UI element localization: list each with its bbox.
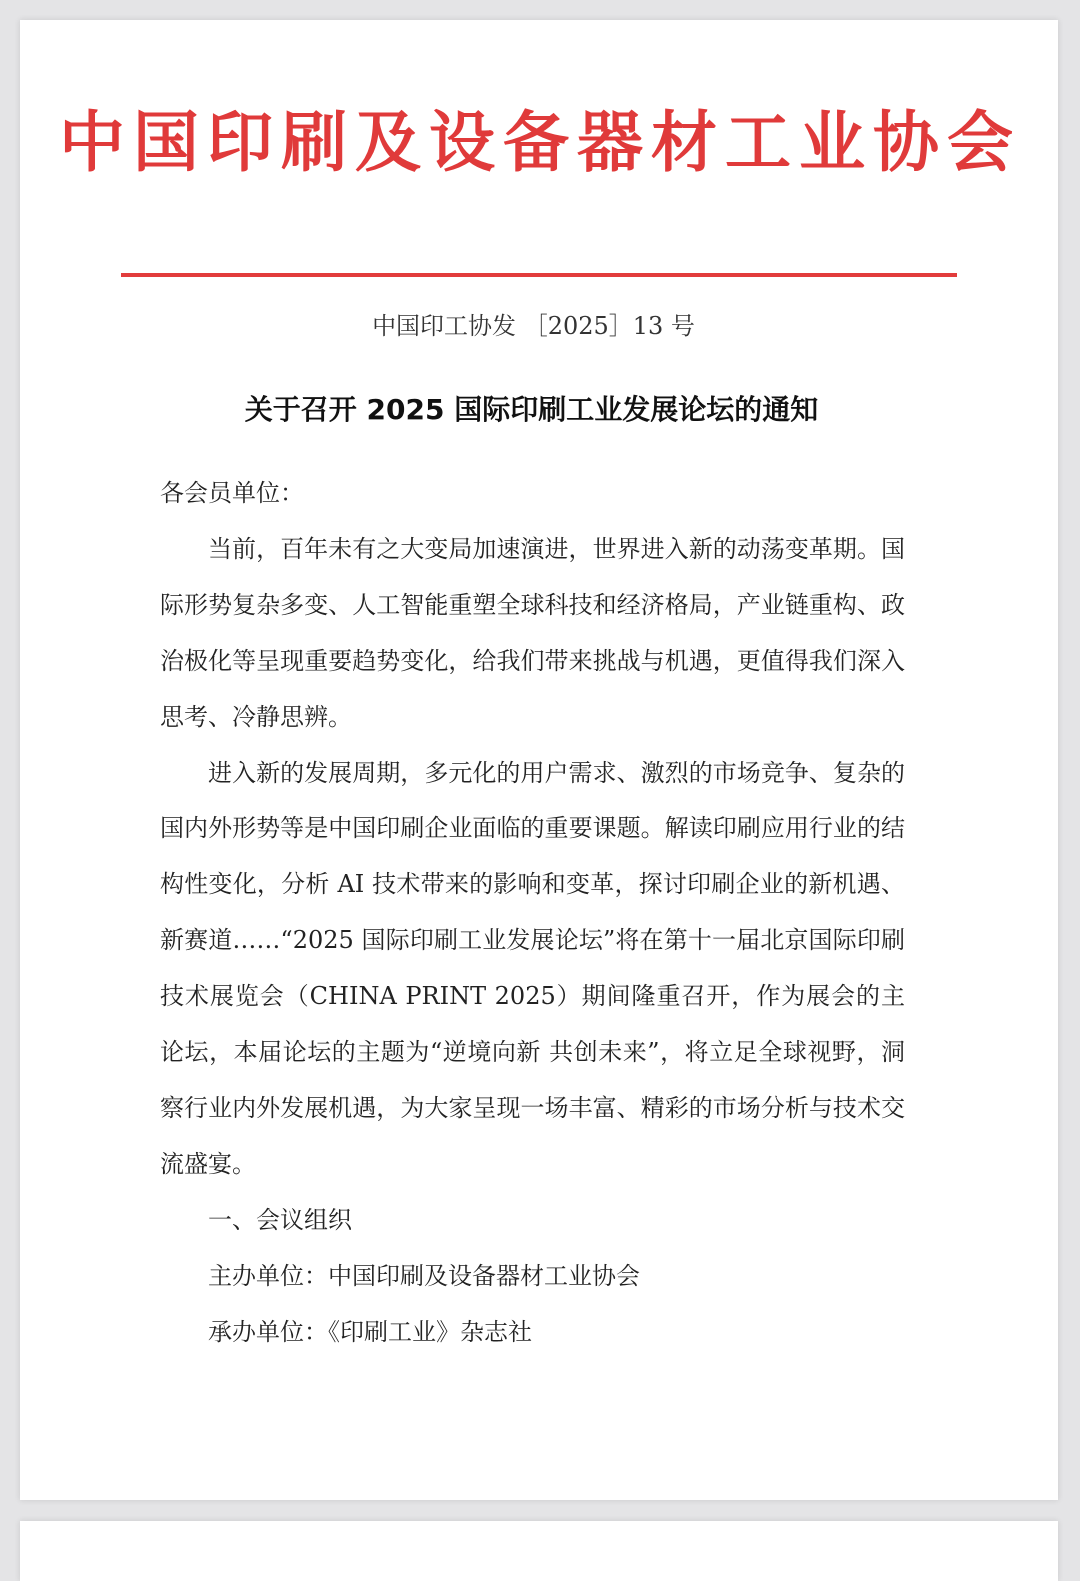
salutation: 各会员单位： [160, 479, 304, 507]
document-body [160, 466, 905, 1361]
paragraph-1: 当前，百年未有之大变局加速演进，世界进入新的动荡变革期。国际形势复杂多变、人工智能重塑全球科技和经济格局，产业链重构、政治极化等呈现重要趋势变化，给我们带来挑战与机遇，更值得我们深入思考、冷静思辨。 [160, 534, 905, 731]
organizer-line: 主办单位：中国印刷及设备器材工业协会 [208, 1261, 640, 1290]
paragraph-2: 进入新的发展周期，多元化的用户需求、激烈的市场竞争、复杂的国内外形势等是中国印刷企业面临的重要课题。解读印刷应用行业的结构性变化，分析 AI 技术带来的影响和变革，探讨印刷企业的新机遇、新赛道……“2025 国际印刷工业发展论坛”将在第十一届北京国际印刷技术展览会（CHINA PRINT 2025）期间隆重召开，作为展会的主论坛，本届论坛的主题为“逆境向新 共创未来”，将立足全球视野，洞察行业内外发展机遇，为大家呈现一场丰富、精彩的市场分析与技术交流盛宴。 [160, 758, 905, 1178]
document-number: 中国印工协发 ［2025］13 号 [372, 312, 695, 340]
section-heading-1: 一、会议组织 [208, 1205, 352, 1234]
next-document-page [20, 1521, 1058, 1581]
undertaker-line: 承办单位：《印刷工业》杂志社 [208, 1317, 532, 1346]
document-title: 关于召开 2025 国际印刷工业发展论坛的通知 [244, 393, 819, 426]
letterhead-org-name: 中国印刷及设备器材工业协会 [59, 104, 1021, 181]
letterhead-red-rule [121, 273, 957, 277]
